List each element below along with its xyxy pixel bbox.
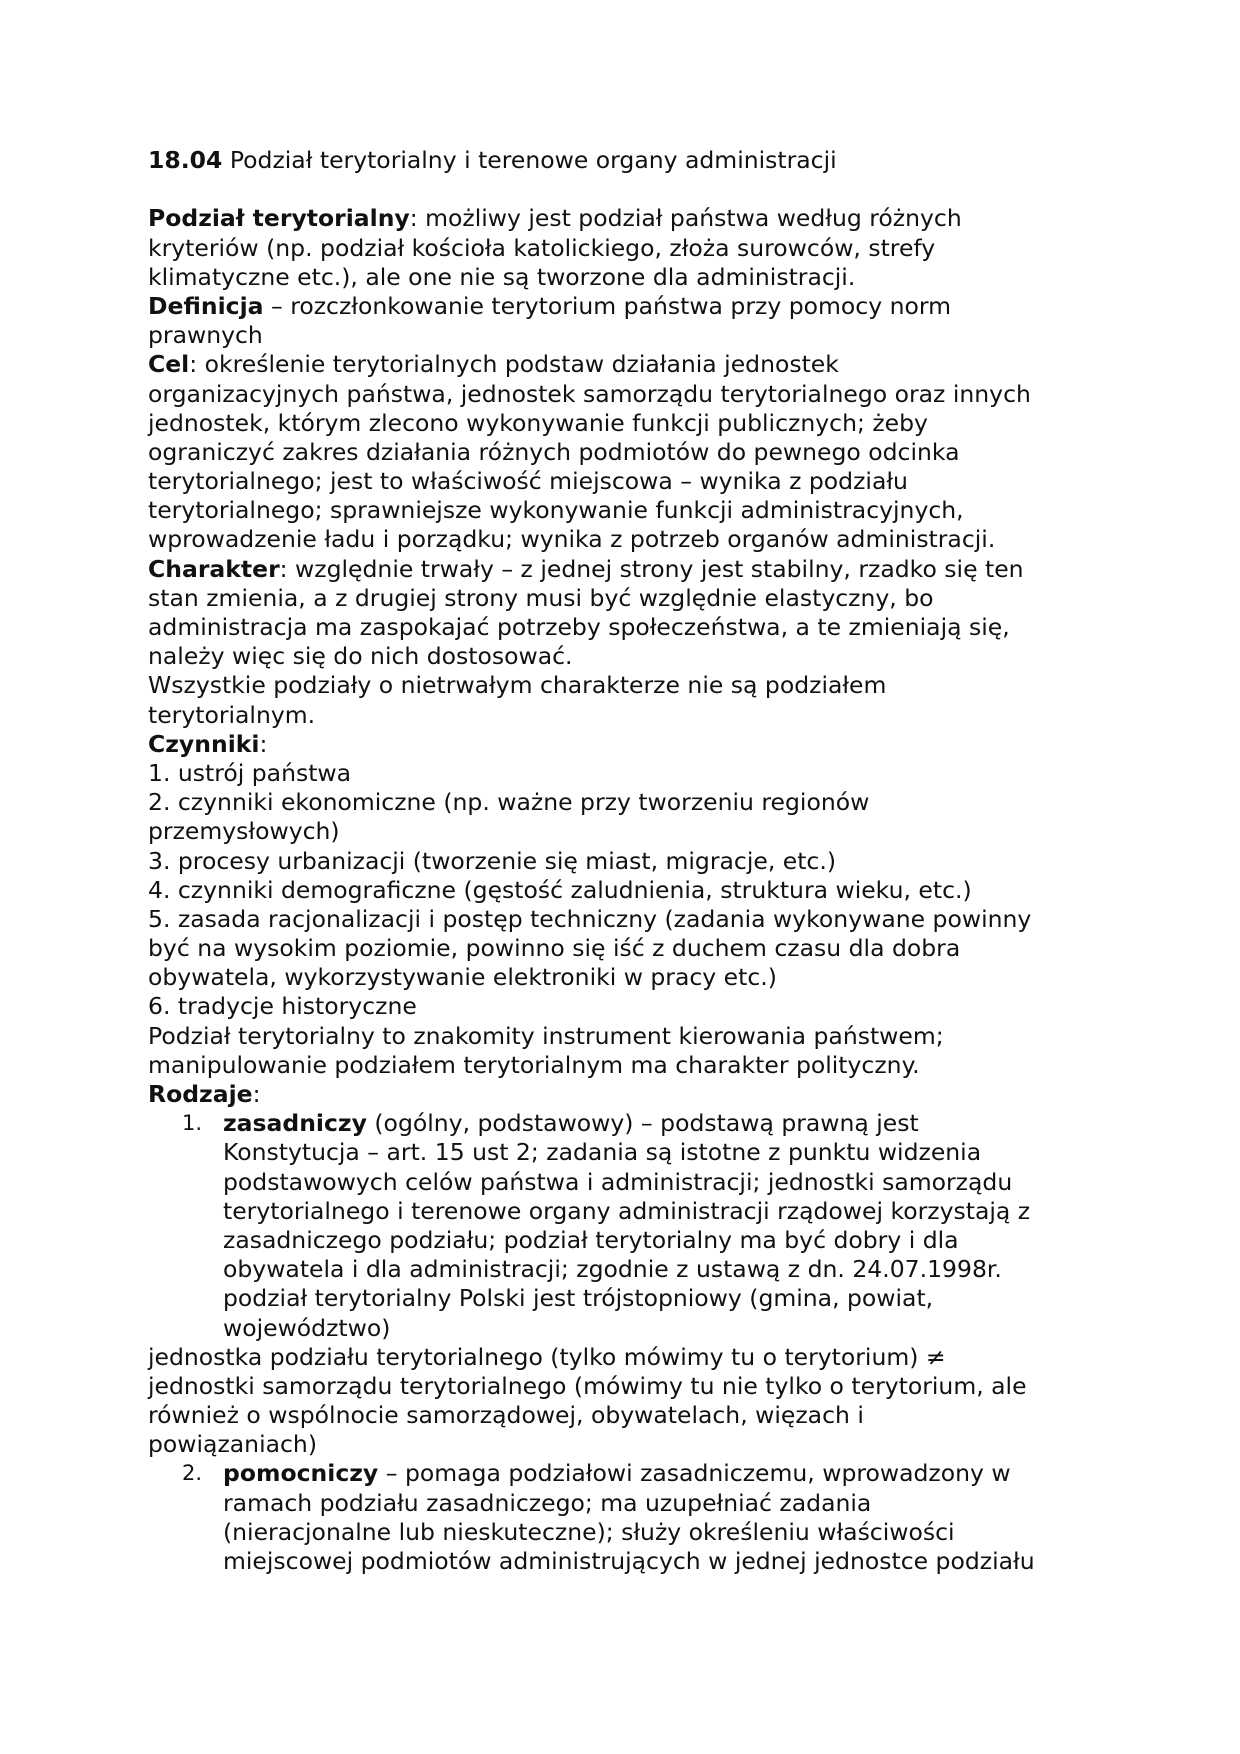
spacer [148,175,1098,204]
czynniki-term: Czynniki [148,729,260,758]
czynniki-line-7: być na wysokim poziomie, powinno się iść z duchem czasu dla dobra [148,934,961,963]
note-line-4: powiązaniach) [148,1430,317,1459]
cel-text: : określenie terytorialnych podstaw działania jednostek [189,350,839,379]
note-line-2: jednostki samorządu terytorialnego (mówimy tu nie tylko o terytorium, ale [148,1371,1027,1400]
title-date: 18.04 [148,146,223,174]
podzial-line-1 [148,204,1098,233]
note-line-1: jednostka podziału terytorialnego (tylko mówimy tu o terytorium) ≠ [148,1342,946,1371]
pomocniczy-line-3: (nieracjonalne lub nieskuteczne); służy określeniu właściwości [223,1517,955,1546]
zasadniczy-line-7: podział terytorialny Polski jest trójstopniowy (gmina, powiat, [223,1284,934,1313]
podzial-line-2: kryteriów (np. podział kościoła katolickiego, złoża surowców, strefy [148,233,936,262]
czynniki-line-8: obywatela, wykorzystywanie elektroniki w pracy etc.) [148,963,777,992]
charakter-line-1 [148,555,1098,584]
czynniki-line-3: przemysłowych) [148,817,340,846]
definicja-line-2: prawnych [148,321,263,350]
list-item-number: 2. [182,1461,203,1486]
charakter-text: : względnie trwały – z jednej strony jest stabilny, rzadko się ten [279,554,1024,583]
cel-line-1 [148,350,1098,379]
cel-line-6: terytorialnego; sprawniejsze wykonywanie funkcji administracyjnych, [148,496,964,525]
podzial-line-3: klimatyczne etc.), ale one nie są tworzone dla administracji. [148,262,856,291]
zasadniczy-line-8: województwo) [223,1313,391,1342]
zasadniczy-line-3: podstawowych celów państwa i administracji; jednostki samorządu [223,1167,1013,1196]
czynniki-line-10: Podział terytorialny to znakomity instrument kierowania państwem; [148,1021,944,1050]
pomocniczy-line-2: ramach podziału zasadniczego; ma uzupełniać zadania [223,1488,872,1517]
charakter-line-2: stan zmienia, a z drugiej strony musi być względnie elastyczny, bo [148,583,934,612]
pomocniczy-text: – pomaga podziałowi zasadniczemu, wprowadzony w [378,1459,1011,1488]
podzial-text: : możliwy jest podział państwa według różnych [409,204,962,233]
cel-line-5: terytorialnego; jest to właściwość miejscowa – wynika z podziału [148,467,908,496]
czynniki-line-4: 3. procesy urbanizacji (tworzenie się miast, migracje, etc.) [148,846,836,875]
pomocniczy-term: pomocniczy [223,1459,379,1488]
list-item-pomocniczy [148,1459,1098,1576]
rodzaje-colon: : [252,1080,261,1108]
document-title [148,146,1098,175]
note-line-3: również o wspólnocie samorządowej, obywatelach, więzach i [148,1401,864,1430]
zasadniczy-text: (ogólny, podstawowy) – podstawą prawną jest [366,1109,919,1138]
wszystkie-line-1: Wszystkie podziały o nietrwałym charakterze nie są podziałem [148,671,887,700]
definicja-text: – rozczłonkowanie terytorium państwa przy pomocy norm [263,291,951,320]
zasadniczy-term: zasadniczy [223,1109,367,1138]
rodzaje-heading [148,1080,1098,1109]
czynniki-line-11: manipulowanie podziałem terytorialnym ma charakter polityczny. [148,1050,920,1079]
czynniki-colon: : [259,729,268,758]
charakter-line-4: należy więc się do nich dostosować. [148,642,573,671]
cel-line-3: jednostek, którym zlecono wykonywanie funkcji publicznych; żeby [148,408,928,437]
zasadniczy-line-6: obywatela i dla administracji; zgodnie z ustawą z dn. 24.07.1998r. [223,1255,1002,1284]
title-text: Podział terytorialny i terenowe organy administracji [222,146,837,174]
zasadniczy-line-5: zasadniczego podziału; podział terytorialny ma być dobry i dla [223,1225,959,1254]
cel-line-2: organizacyjnych państwa, jednostek samorządu terytorialnego oraz innych [148,379,1031,408]
definicja-line-1 [148,292,1098,321]
zasadniczy-line-4: terytorialnego i terenowe organy administracji rządowej korzystają z [223,1196,1031,1225]
czynniki-line-5: 4. czynniki demograficzne (gęstość zaludnienia, struktura wieku, etc.) [148,875,972,904]
czynniki-line-9: 6. tradycje historyczne [148,992,417,1021]
rodzaje-term: Rodzaje [148,1080,253,1108]
definicja-term: Definicja [148,291,264,320]
czynniki-line-2: 2. czynniki ekonomiczne (np. ważne przy tworzeniu regionów [148,788,870,817]
zasadniczy-line-1 [223,1109,1098,1138]
podzial-term: Podział terytorialny [148,204,410,233]
wszystkie-line-2: terytorialnym. [148,700,316,729]
pomocniczy-line-4: miejscowej podmiotów administrujących w jednej jednostce podziału [223,1547,1035,1575]
list-item-number: 1. [182,1111,203,1136]
charakter-line-3: administracja ma zaspokajać potrzeby społeczeństwa, a te zmieniają się, [148,613,1010,641]
charakter-term: Charakter [148,554,280,583]
cel-line-7: wprowadzenie ładu i porządku; wynika z potrzeb organów administracji. [148,525,996,554]
cel-term: Cel [148,350,190,379]
document-body [148,146,1098,1576]
cel-line-4: ograniczyć zakres działania różnych podmiotów do pewnego odcinka [148,437,960,466]
czynniki-heading [148,730,1098,759]
czynniki-line-1: 1. ustrój państwa [148,758,352,787]
list-item-zasadniczy [148,1109,1098,1343]
pomocniczy-line-1 [223,1459,1098,1488]
zasadniczy-line-2: Konstytucja – art. 15 ust 2; zadania są istotne z punktu widzenia [223,1138,982,1167]
czynniki-line-6: 5. zasada racjonalizacji i postęp techniczny (zadania wykonywane powinny [148,904,1032,933]
